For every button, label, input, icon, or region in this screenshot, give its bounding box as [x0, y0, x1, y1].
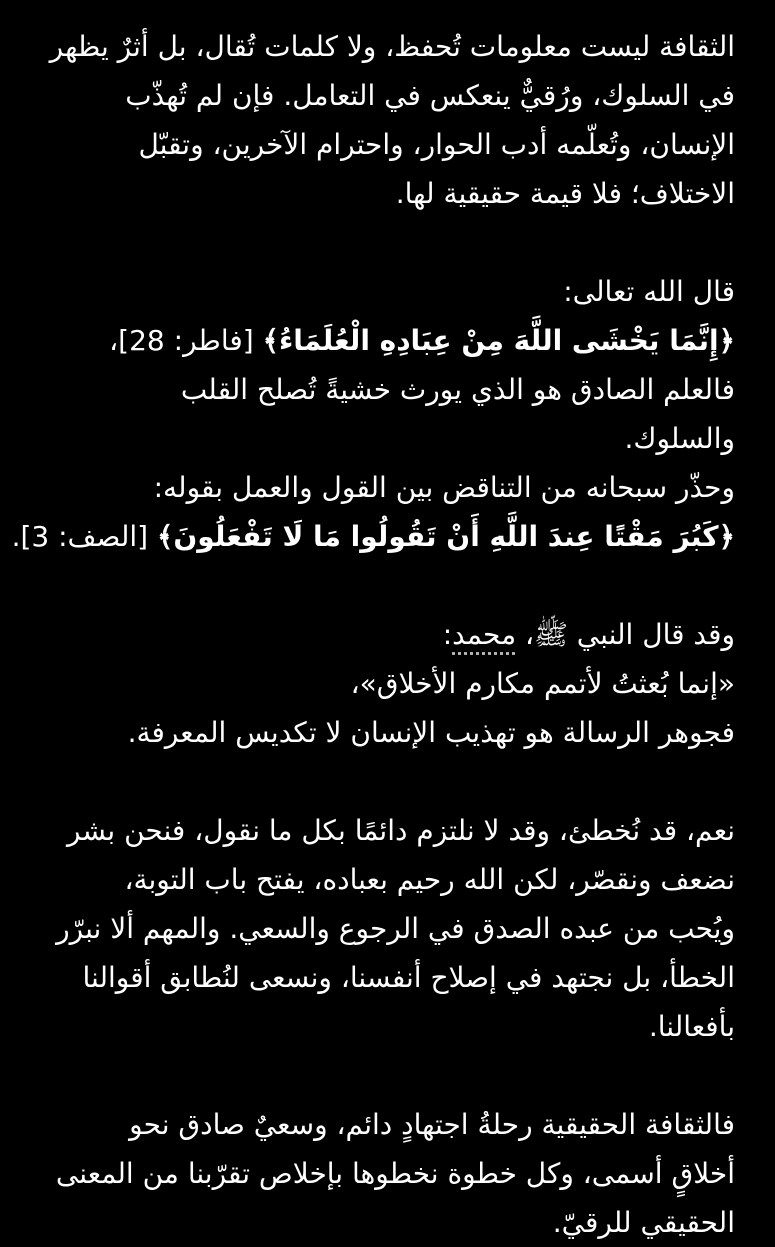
paragraph-spacer — [30, 1051, 735, 1100]
text-line: نضعف ونقصّر، لكن الله رحيم بعباده، يفتح باب التوبة، — [124, 863, 735, 896]
paragraph-hadith — [30, 610, 735, 757]
text-line: فالثقافة الحقيقية رحلةُ اجتهادٍ دائم، وسعيٌ صادق نحو — [129, 1108, 735, 1141]
text-line: أخلاقٍ أسمى، وكل خطوة نخطوها بإخلاص تقرّبنا من المعنى — [55, 1157, 735, 1190]
text-line: والسلوك. — [624, 422, 735, 455]
text-line: الثقافة ليست معلومات تُحفظ، ولا كلمات تُقال، بل أثرٌ يظهر — [49, 30, 735, 63]
text-line: فالعلم الصادق هو الذي يورث خشيةً تُصلح القلب — [180, 373, 735, 406]
paragraph-spacer — [30, 757, 735, 806]
quran-verse-saff: ﴿كَبُرَ مَقْتًا عِندَ اللَّهِ أَنْ تَقُولُوا مَا لَا تَفْعَلُونَ﴾ — [156, 520, 735, 553]
verse-line — [11, 512, 735, 561]
text-line: الاختلاف؛ فلا قيمة حقيقية لها. — [395, 177, 735, 210]
paragraph-quran-quotes — [11, 267, 735, 561]
text-line: قال الله تعالى: — [563, 275, 735, 308]
paragraph-spacer — [30, 218, 735, 267]
text-line: نعم، قد نُخطئ، وقد لا نلتزم دائمًا بكل ما نقول، فنحن بشر — [66, 814, 735, 847]
text-line: بأفعالنا. — [648, 1010, 735, 1043]
verse-reference: [فاطر: 28]، — [109, 324, 263, 357]
text-line: الإنسان، وتُعلّمه أدب الحوار، واحترام الآخرين، وتقبّل — [138, 128, 735, 161]
text-line: في السلوك، ورُقيٌّ ينعكس في التعامل. فإن لم تُهذّب — [125, 79, 735, 112]
text-fragment: : — [442, 618, 453, 651]
hadith-quote: «إنما بُعثتُ لأتمم مكارم الأخلاق»، — [350, 667, 735, 700]
verse-reference: [الصف: 3]. — [11, 520, 157, 553]
text-fragment: وقد قال النبي ﷺ، — [516, 618, 735, 651]
text-line: الحقيقي للرقيّ. — [552, 1206, 735, 1239]
paragraph-spacer — [30, 561, 735, 610]
verse-line — [30, 316, 735, 365]
paragraph-human-error — [30, 806, 735, 1051]
text-line: فجوهر الرسالة هو تهذيب الإنسان لا تكديس المعرفة. — [127, 716, 735, 749]
paragraph-culture-definition — [30, 22, 735, 218]
text-line: وحذّر سبحانه من التناقض بين القول والعمل بقوله: — [153, 471, 735, 504]
text-line: الخطأ، بل نجتهد في إصلاح أنفسنا، ونسعى لنُطابق أقوالنا — [82, 961, 735, 994]
muhammad-mention-link[interactable]: محمد — [452, 618, 517, 651]
text-line: ويُحب من عبده الصدق في الرجوع والسعي. والمهم ألا نبرّر — [56, 912, 735, 945]
quran-verse-fatir: ﴿إِنَّمَا يَخْشَى اللَّهَ مِنْ عِبَادِهِ الْعُلَمَاءُ﴾ — [262, 324, 735, 357]
hadith-intro-line — [30, 610, 735, 659]
paragraph-conclusion — [30, 1100, 735, 1247]
